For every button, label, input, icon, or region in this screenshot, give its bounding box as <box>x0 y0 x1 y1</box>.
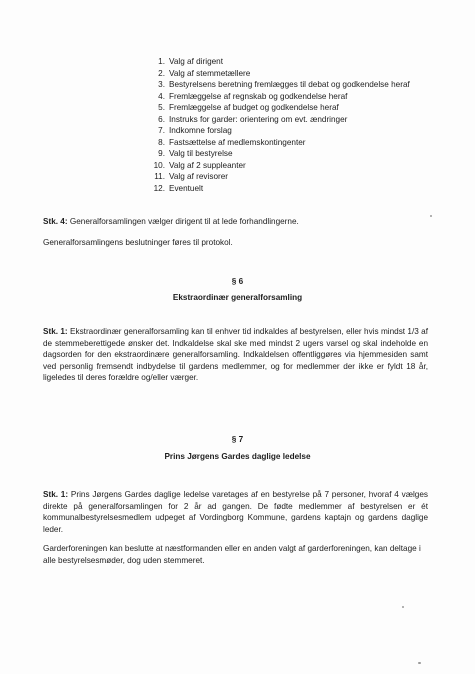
agenda-item <box>148 183 410 195</box>
section-6-stk1-text: Ekstraordinær generalforsamling kan til enhver tid indkaldes af bestyrelsen, eller hvis mindst 1/3 af de stemmeberettigede ønsker det. Indkaldelse skal ske med mindst 2 ugers varsel og skal indeholde en dagsorden for den ekstraordinære generalforsamling. Indkaldelsen offentliggøres via hjemmesiden samt ved personlig fremsendt indbydelse til gardens medlemmer, og for medlemmer der ikke er fyldt 18 år, ligeledes til deres forældre og/eller værger. <box>43 327 428 383</box>
agenda-item-text: Fremlæggelse af budget og godkendelse heraf <box>169 103 339 113</box>
stk4-text: Generalforsamlingen vælger dirigent til at lede forhandlingerne. <box>67 217 299 226</box>
scan-speck <box>418 662 421 664</box>
section-6-number: § 6 <box>231 277 244 286</box>
section-7-stk1-text: Prins Jørgens Gardes daglige ledelse varetages af en bestyrelse på 7 personer, hvoraf 4 vælges direkte på generalforsamlingen for 2 år ad gangen. De fødte medlemmer af bestyrelsen er ét kommunalbestyrelsesmedlem udpeget af Vordingborg Kommune, gardens kaptajn og gardens daglige leder. <box>43 490 428 534</box>
agenda-item-number: 8. <box>158 137 165 147</box>
agenda-item <box>148 68 410 80</box>
agenda-item <box>148 137 410 149</box>
agenda-item-text: Valg til bestyrelse <box>169 149 233 159</box>
section-7-stk1-paragraph <box>43 489 428 535</box>
stk4-paragraph <box>43 216 428 228</box>
agenda-item-number: 10. <box>153 160 165 170</box>
agenda-item-text: Indkomne forslag <box>169 126 232 136</box>
agenda-item <box>148 148 410 160</box>
agenda-list <box>148 56 410 195</box>
protocol-paragraph: Generalforsamlingens beslutninger føres til protokol. <box>43 238 233 247</box>
agenda-item-number: 5. <box>158 103 165 113</box>
section-7-number: § 7 <box>231 435 244 444</box>
agenda-item <box>148 125 410 137</box>
agenda-item-number: 11. <box>154 172 165 182</box>
agenda-item-text: Valg af stemmetællere <box>169 68 251 78</box>
agenda-item-number: 4. <box>158 91 165 101</box>
agenda-item <box>148 160 410 172</box>
agenda-item <box>148 102 410 114</box>
stk4-label: Stk. 4: <box>43 217 68 226</box>
agenda-item <box>148 79 410 91</box>
agenda-item-text: Eventuelt <box>169 184 204 194</box>
agenda-item <box>148 91 410 103</box>
agenda-item-text: Instruks for garder: orientering om evt. ændringer <box>169 114 348 124</box>
section-6-stk1-label: Stk. 1: <box>43 327 68 336</box>
section-6-title: Ekstraordinær generalforsamling <box>172 293 303 302</box>
section-6-stk1-paragraph <box>43 326 428 384</box>
agenda-item-text: Valg af dirigent <box>169 57 224 66</box>
section-7-paragraph-2: Garderforeningen kan beslutte at næstformanden eller en anden valgt af garderforeningen, kan deltage i alle bestyrelsesmøder, dog uden stemmeret. <box>43 544 421 565</box>
section-7-title: Prins Jørgens Gardes daglige ledelse <box>164 452 311 461</box>
agenda-item <box>148 114 410 126</box>
agenda-item-number: 3. <box>158 80 165 90</box>
section-7-stk1-label: Stk. 1: <box>43 490 69 499</box>
agenda-item <box>148 171 410 183</box>
agenda-item-number: 1. <box>158 57 165 66</box>
agenda-item-number: 2. <box>158 68 165 78</box>
agenda-item-number: 9. <box>158 149 165 159</box>
agenda-item <box>148 56 410 68</box>
agenda-item-text: Fastsættelse af medlemskontingenter <box>169 137 306 147</box>
agenda-item-number: 6. <box>158 114 165 124</box>
scan-speck <box>430 215 432 217</box>
agenda-item-text: Bestyrelsens beretning fremlægges til debat og godkendelse heraf <box>169 80 410 90</box>
agenda-item-number: 12. <box>153 184 165 194</box>
agenda-item-text: Valg af 2 suppleanter <box>169 160 246 170</box>
scan-speck <box>402 606 404 608</box>
agenda-item-number: 7. <box>158 126 165 136</box>
agenda-item-text: Fremlæggelse af regnskab og godkendelse heraf <box>169 91 348 101</box>
agenda-item-text: Valg af revisorer <box>169 172 229 182</box>
